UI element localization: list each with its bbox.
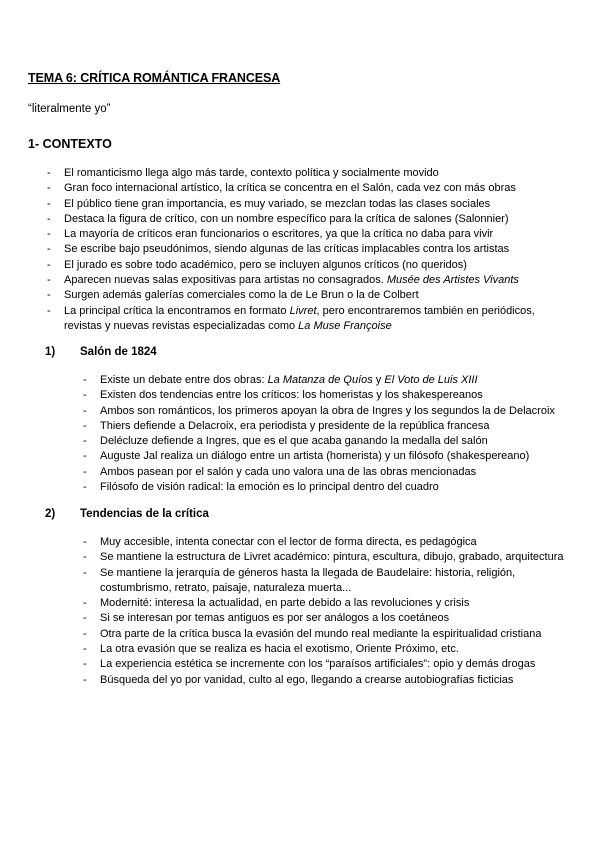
bullet-dash: - (47, 197, 51, 210)
bullet-dash: - (83, 612, 87, 625)
list-item: - Auguste Jal realiza un diálogo entre un artista (homerista) y un filósofo (shakespereano) (100, 449, 555, 464)
list-item: - Si se interesan por temas antiguos es por ser análogos a los coetáneos (100, 611, 564, 626)
list-item: - Surgen además galerías comerciales como la de Le Brun o la de Colbert (64, 288, 535, 303)
list-item: - Búsqueda del yo por vanidad, culto al ego, llegando a crearse autobiografías ficticias (100, 673, 564, 688)
list-item: - La principal crítica la encontramos en formato Livret, pero encontraremos también en periódicos, revistas y nuevas revistas especializadas como La Muse Françoise (47, 304, 535, 332)
bullet-dash: - (83, 643, 87, 656)
list-item: - El romanticismo llega algo más tarde, contexto política y socialmente movido (64, 166, 535, 181)
tendencias-list (83, 535, 564, 688)
document-title: TEMA 6: CRÍTICA ROMÁNTICA FRANCESA (28, 71, 281, 85)
bullet-dash: - (83, 481, 87, 494)
list-item: - Thiers defiende a Delacroix, era periodista y presidente de la república francesa (100, 419, 555, 434)
list-item: - Existen dos tendencias entre los críticos: los homeristas y los shakespereanos (100, 388, 555, 403)
list-item: - Filósofo de visión radical: la emoción es lo principal dentro del cuadro (100, 480, 555, 495)
list-item: - Modernité: interesa la actualidad, en parte debido a las revoluciones y crisis (100, 596, 564, 611)
bullet-dash: - (47, 258, 51, 271)
bullet-dash: - (47, 243, 51, 256)
subheading-number: 1) (45, 346, 56, 358)
list-item: - La otra evasión que se realiza es hacia el exotismo, Oriente Próximo, etc. (100, 642, 564, 657)
bullet-dash: - (83, 374, 87, 386)
list-item: - Delécluze defiende a Ingres, que es el que acaba ganando la medalla del salón (100, 434, 555, 449)
subheading-text: Tendencias de la crítica (80, 508, 209, 520)
bullet-dash: - (83, 404, 87, 417)
bullet-dash: - (47, 167, 51, 179)
bullet-dash: - (83, 389, 87, 402)
bullet-dash: - (47, 182, 51, 195)
subheading-number: 2) (45, 508, 56, 520)
list-item: - El jurado es sobre todo académico, pero se incluyen algunos críticos (no queridos) (64, 258, 535, 273)
bullet-dash: - (83, 450, 87, 463)
salon-1824-list (83, 373, 555, 495)
list-item: - Se mantiene la jerarquía de géneros hasta la llegada de Baudelaire: historia, religión, costumbrismo, retrato, paisaje, naturaleza muerta... (83, 566, 516, 594)
bullet-dash: - (47, 274, 51, 287)
bullet-dash: - (83, 465, 87, 478)
list-item: - Se mantiene la estructura de Livret académico: pintura, escultura, dibujo, grabado, arquitectura (100, 550, 564, 565)
bullet-dash: - (83, 673, 87, 686)
document-subtitle: “literalmente yo” (28, 103, 111, 115)
bullet-dash: - (83, 536, 87, 548)
section-heading-contexto: 1- CONTEXTO (28, 137, 112, 151)
list-item: - Muy accesible, intenta conectar con el lector de forma directa, es pedagógica (100, 535, 564, 550)
bullet-dash: - (83, 627, 87, 640)
bullet-dash: - (83, 551, 87, 564)
list-item: - Ambos pasean por el salón y cada uno valora una de las obras mencionadas (100, 465, 555, 480)
bullet-dash: - (83, 658, 87, 671)
bullet-dash: - (47, 212, 51, 225)
list-item: - Existe un debate entre dos obras: La Matanza de Quíos y El Voto de Luis XIII (100, 373, 555, 388)
list-item: - Destaca la figura de crítico, con un nombre específico para la crítica de salones (Salonnier) (64, 212, 535, 227)
bullet-dash: - (83, 566, 87, 579)
bullet-dash: - (83, 597, 87, 610)
bullet-dash: - (83, 419, 87, 432)
bullet-dash: - (47, 289, 51, 302)
contexto-list (47, 166, 535, 334)
list-item: - Se escribe bajo pseudónimos, siendo algunas de las críticas implacables contra los artistas (64, 242, 535, 257)
bullet-dash: - (47, 228, 51, 241)
bullet-dash: - (47, 304, 51, 317)
list-item: - La mayoría de críticos eran funcionarios o escritores, ya que la crítica no daba para vivir (64, 227, 535, 242)
list-item: - El público tiene gran importancia, es muy variado, se mezclan todas las clases sociales (64, 197, 535, 212)
list-item: - La experiencia estética se incremente con los “paraísos artificiales”: opio y demás drogas (100, 657, 564, 672)
list-item: - Ambos son románticos, los primeros apoyan la obra de Ingres y los segundos la de Delacroix (100, 404, 555, 419)
list-item: - Gran foco internacional artístico, la crítica se concentra en el Salón, cada vez con más obras (64, 181, 535, 196)
list-item: - Aparecen nuevas salas expositivas para artistas no consagrados. Musée des Artistes Vivants (64, 273, 535, 288)
bullet-dash: - (83, 435, 87, 448)
list-item: - Otra parte de la crítica busca la evasión del mundo real mediante la espiritualidad cristiana (100, 627, 564, 642)
subheading-text: Salón de 1824 (80, 346, 157, 358)
